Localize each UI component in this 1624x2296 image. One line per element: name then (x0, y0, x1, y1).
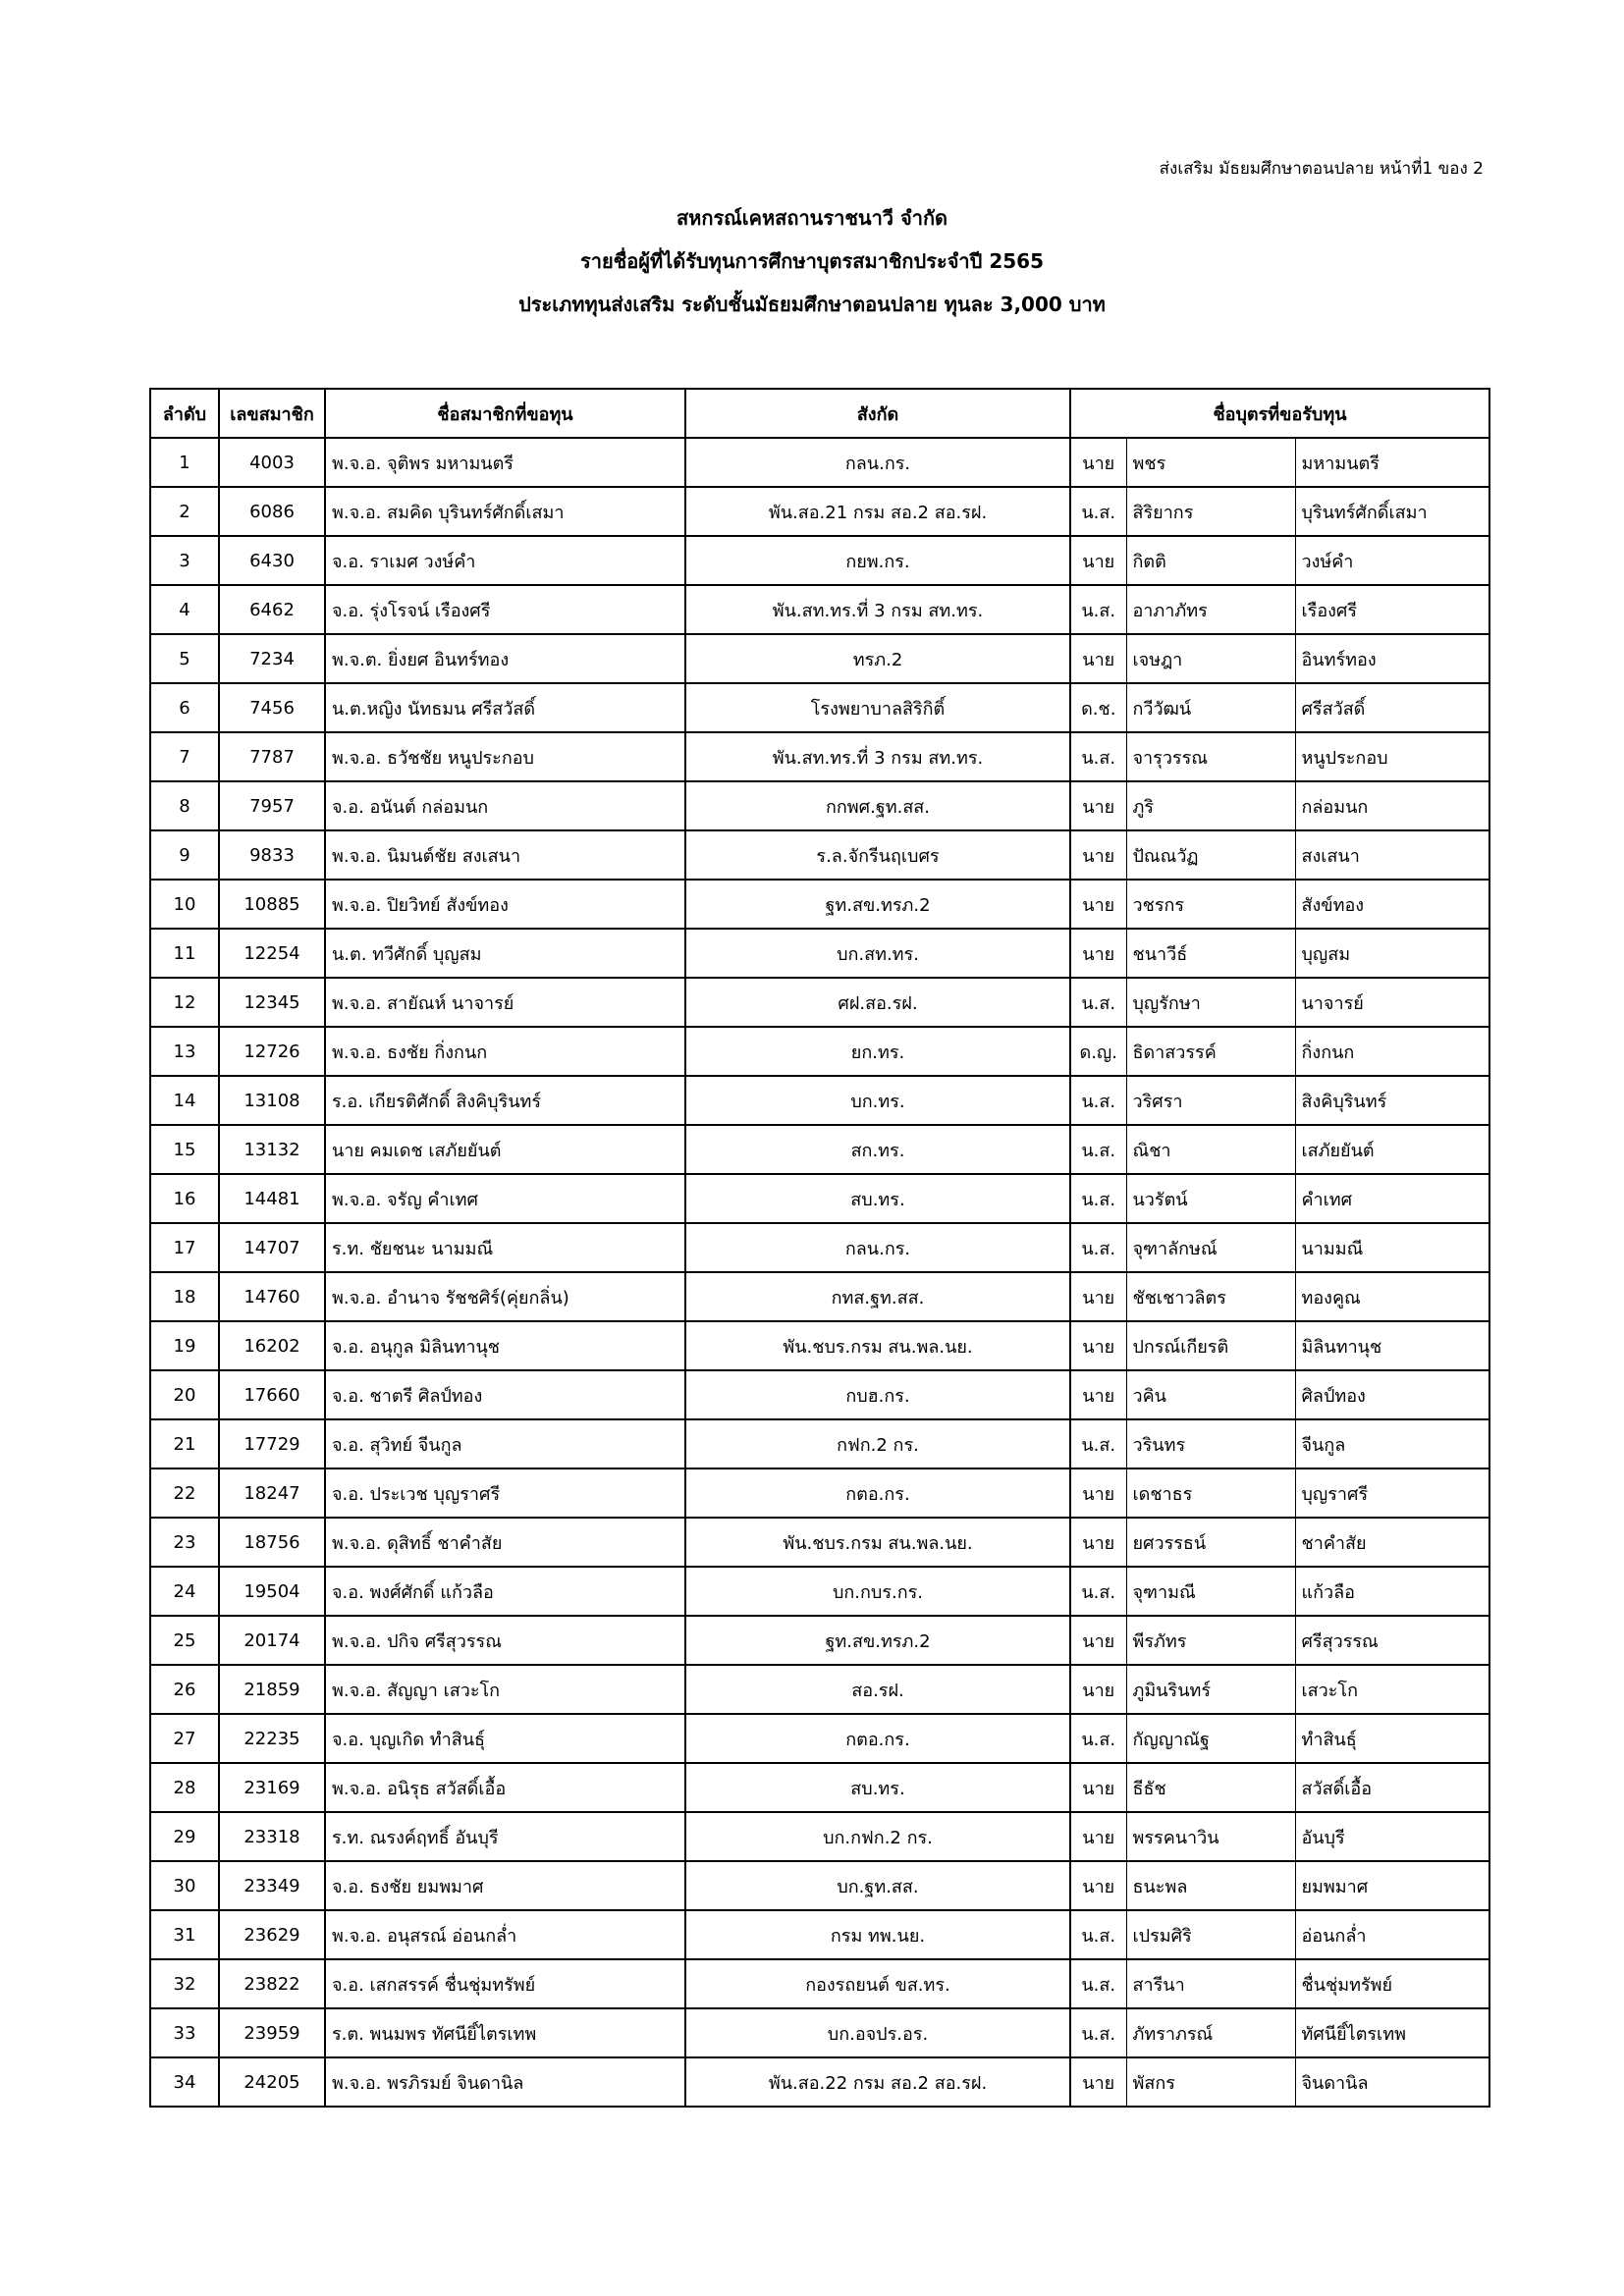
member-id: 22235 (219, 1714, 325, 1763)
member-name: พ.จ.อ. สายัณห์ นาจารย์ (325, 978, 685, 1027)
unit: บก.ทร. (685, 1076, 1070, 1125)
child-title: นาย (1070, 880, 1126, 929)
member-id: 14760 (219, 1272, 325, 1321)
child-title: น.ส. (1070, 1910, 1126, 1959)
table-row (150, 2057, 1489, 2107)
member-id: 20174 (219, 1616, 325, 1665)
table-row (150, 1616, 1489, 1665)
member-name: นาย คมเดช เสภัยยันต์ (325, 1125, 685, 1174)
member-name: จ.อ. เสกสรรค์ ชื่นชุ่มทรัพย์ (325, 1959, 685, 2008)
child-title: น.ส. (1070, 1567, 1126, 1616)
member-id: 6086 (219, 487, 325, 536)
child-last-name: บุญสม (1295, 929, 1489, 978)
member-name: ร.ต. พนมพร ทัศนียิ์ไตรเทพ (325, 2008, 685, 2057)
member-name: พ.จ.อ. อนุสรณ์ อ่อนกล่ำ (325, 1910, 685, 1959)
member-name: พ.จ.อ. ปกิจ ศรีสุวรรณ (325, 1616, 685, 1665)
document-headings (0, 196, 1624, 326)
row-number: 16 (150, 1174, 219, 1223)
child-title: น.ส. (1070, 1419, 1126, 1468)
table-row (150, 1763, 1489, 1812)
row-number: 22 (150, 1468, 219, 1518)
child-last-name: ศรีสุวรรณ (1295, 1616, 1489, 1665)
child-last-name: ทำสินธุ์ (1295, 1714, 1489, 1763)
table-row (150, 732, 1489, 781)
child-first-name: ยศวรรธน์ (1126, 1518, 1295, 1567)
child-last-name: สิงคิบุรินทร์ (1295, 1076, 1489, 1125)
child-last-name: กิ่งกนก (1295, 1027, 1489, 1076)
child-last-name: ยมพมาศ (1295, 1861, 1489, 1910)
child-first-name: ชนาวีธ์ (1126, 929, 1295, 978)
child-last-name: ชาคำสัย (1295, 1518, 1489, 1567)
member-id: 14481 (219, 1174, 325, 1223)
member-id: 18247 (219, 1468, 325, 1518)
member-name: พ.จ.อ. สมคิด บุรินทร์ศักดิ์เสมา (325, 487, 685, 536)
header-unit: สังกัด (685, 389, 1070, 438)
child-first-name: อาภาภัทร (1126, 585, 1295, 634)
child-last-name: แก้วลือ (1295, 1567, 1489, 1616)
header-no: ลำดับ (150, 389, 219, 438)
unit: พัน.ชบร.กรม สน.พล.นย. (685, 1321, 1070, 1370)
child-title: นาย (1070, 1763, 1126, 1812)
member-name: ร.ท. ณรงค์ฤทธิ์ อันบุรี (325, 1812, 685, 1861)
child-title: นาย (1070, 929, 1126, 978)
table-row (150, 487, 1489, 536)
member-id: 17729 (219, 1419, 325, 1468)
child-title: น.ส. (1070, 487, 1126, 536)
child-last-name: คำเทศ (1295, 1174, 1489, 1223)
table-row (150, 1272, 1489, 1321)
child-last-name: สังข์ทอง (1295, 880, 1489, 929)
member-id: 6430 (219, 536, 325, 585)
child-first-name: พรรคนาวิน (1126, 1812, 1295, 1861)
unit: ศฝ.สอ.รฝ. (685, 978, 1070, 1027)
member-id: 7456 (219, 683, 325, 732)
child-title: นาย (1070, 1665, 1126, 1714)
child-first-name: ธีธัช (1126, 1763, 1295, 1812)
member-name: น.ต.หญิง นัทธมน ศรีสวัสดิ์ (325, 683, 685, 732)
unit: สบ.ทร. (685, 1763, 1070, 1812)
member-name: พ.จ.อ. อำนาจ รัชชศิร์(คุ่ยกลิ่น) (325, 1272, 685, 1321)
child-last-name: นาจารย์ (1295, 978, 1489, 1027)
member-id: 10885 (219, 880, 325, 929)
member-id: 23822 (219, 1959, 325, 2008)
unit: กทส.ฐท.สส. (685, 1272, 1070, 1321)
member-id: 4003 (219, 438, 325, 487)
row-number: 7 (150, 732, 219, 781)
child-last-name: บุญราศรี (1295, 1468, 1489, 1518)
row-number: 11 (150, 929, 219, 978)
row-number: 3 (150, 536, 219, 585)
member-name: จ.อ. บุญเกิด ทำสินธุ์ (325, 1714, 685, 1763)
row-number: 28 (150, 1763, 219, 1812)
row-number: 6 (150, 683, 219, 732)
child-first-name: จุฑามณี (1126, 1567, 1295, 1616)
member-id: 12726 (219, 1027, 325, 1076)
row-number: 10 (150, 880, 219, 929)
member-id: 6462 (219, 585, 325, 634)
child-first-name: วคิน (1126, 1370, 1295, 1419)
member-name: พ.จ.อ. จุติพร มหามนตรี (325, 438, 685, 487)
unit: ร.ล.จักรีนฤเบศร (685, 830, 1070, 880)
scholarship-table (149, 388, 1490, 2108)
child-last-name: หนูประกอบ (1295, 732, 1489, 781)
child-title: นาย (1070, 438, 1126, 487)
unit: กฟก.2 กร. (685, 1419, 1070, 1468)
child-title: นาย (1070, 1812, 1126, 1861)
unit: กลน.กร. (685, 1223, 1070, 1272)
unit: สอ.รฝ. (685, 1665, 1070, 1714)
unit: กองรถยนต์ ขส.ทร. (685, 1959, 1070, 2008)
member-name: จ.อ. ราเมศ วงษ์คำ (325, 536, 685, 585)
row-number: 32 (150, 1959, 219, 2008)
child-title: นาย (1070, 1518, 1126, 1567)
table-row (150, 1959, 1489, 2008)
child-first-name: พีรภัทร (1126, 1616, 1295, 1665)
unit: พัน.สอ.21 กรม สอ.2 สอ.รฝ. (685, 487, 1070, 536)
unit: บก.กฟก.2 กร. (685, 1812, 1070, 1861)
row-number: 33 (150, 2008, 219, 2057)
table-row (150, 536, 1489, 585)
table-row (150, 1174, 1489, 1223)
member-name: จ.อ. อนันต์ กล่อมนก (325, 781, 685, 830)
table-header-row (150, 389, 1489, 438)
child-last-name: เสภัยยันต์ (1295, 1125, 1489, 1174)
row-number: 17 (150, 1223, 219, 1272)
child-first-name: ธนะพล (1126, 1861, 1295, 1910)
row-number: 12 (150, 978, 219, 1027)
child-last-name: อ่อนกล่ำ (1295, 1910, 1489, 1959)
child-first-name: ณิชา (1126, 1125, 1295, 1174)
child-title: น.ส. (1070, 1125, 1126, 1174)
child-first-name: นวรัตน์ (1126, 1174, 1295, 1223)
member-name: พ.จ.ต. ยิ่งยศ อินทร์ทอง (325, 634, 685, 683)
row-number: 15 (150, 1125, 219, 1174)
document-subtitle: ประเภททุนส่งเสริม ระดับชั้นมัธยมศึกษาตอนปลาย ทุนละ 3,000 บาท (518, 293, 1106, 316)
row-number: 1 (150, 438, 219, 487)
child-first-name: พชร (1126, 438, 1295, 487)
table-row (150, 585, 1489, 634)
row-number: 20 (150, 1370, 219, 1419)
row-number: 21 (150, 1419, 219, 1468)
table-row (150, 683, 1489, 732)
child-last-name: ชื่นชุ่มทรัพย์ (1295, 1959, 1489, 2008)
child-title: น.ส. (1070, 1174, 1126, 1223)
row-number: 13 (150, 1027, 219, 1076)
row-number: 9 (150, 830, 219, 880)
child-first-name: เดชาธร (1126, 1468, 1295, 1518)
member-name: จ.อ. ธงชัย ยมพมาศ (325, 1861, 685, 1910)
member-name: พ.จ.อ. ธวัชชัย หนูประกอบ (325, 732, 685, 781)
unit: ยก.ทร. (685, 1027, 1070, 1076)
child-title: น.ส. (1070, 1076, 1126, 1125)
child-last-name: นามมณี (1295, 1223, 1489, 1272)
child-last-name: สวัสดิ์เอื้อ (1295, 1763, 1489, 1812)
child-title: น.ส. (1070, 1959, 1126, 2008)
unit: กลน.กร. (685, 438, 1070, 487)
member-id: 23629 (219, 1910, 325, 1959)
unit: บก.ฐท.สส. (685, 1861, 1070, 1910)
row-number: 5 (150, 634, 219, 683)
member-id: 7787 (219, 732, 325, 781)
table-row (150, 1861, 1489, 1910)
child-title: น.ส. (1070, 1223, 1126, 1272)
table-row (150, 1419, 1489, 1468)
child-first-name: จุฑาลักษณ์ (1126, 1223, 1295, 1272)
member-id: 7957 (219, 781, 325, 830)
unit: กบฮ.กร. (685, 1370, 1070, 1419)
table-row (150, 2008, 1489, 2057)
table-row (150, 781, 1489, 830)
member-name: จ.อ. รุ่งโรจน์ เรืองศรี (325, 585, 685, 634)
table-row (150, 634, 1489, 683)
child-title: นาย (1070, 1321, 1126, 1370)
row-number: 31 (150, 1910, 219, 1959)
member-id: 13108 (219, 1076, 325, 1125)
member-name: พ.จ.อ. พรภิรมย์ จินดานิล (325, 2057, 685, 2107)
child-title: นาย (1070, 1370, 1126, 1419)
unit: พัน.ชบร.กรม สน.พล.นย. (685, 1518, 1070, 1567)
unit: กตอ.กร. (685, 1714, 1070, 1763)
table-row (150, 1223, 1489, 1272)
child-last-name: มิลินทานุช (1295, 1321, 1489, 1370)
unit: ทรภ.2 (685, 634, 1070, 683)
member-name: พ.จ.อ. อนิรุธ สวัสดิ์เอื้อ (325, 1763, 685, 1812)
child-title: นาย (1070, 1861, 1126, 1910)
member-name: จ.อ. พงศ์ศักดิ์ แก้วลือ (325, 1567, 685, 1616)
child-first-name: ปัณณวัฏ (1126, 830, 1295, 880)
child-first-name: ธิดาสวรรค์ (1126, 1027, 1295, 1076)
member-id: 21859 (219, 1665, 325, 1714)
child-last-name: บุรินทร์ศักดิ์เสมา (1295, 487, 1489, 536)
table-row (150, 1665, 1489, 1714)
member-name: พ.จ.อ. นิมนต์ชัย สงเสนา (325, 830, 685, 880)
child-first-name: สารีนา (1126, 1959, 1295, 2008)
row-number: 25 (150, 1616, 219, 1665)
table-body (150, 438, 1489, 2107)
unit: กตอ.กร. (685, 1468, 1070, 1518)
child-title: น.ส. (1070, 732, 1126, 781)
child-last-name: อินทร์ทอง (1295, 634, 1489, 683)
unit: พัน.สอ.22 กรม สอ.2 สอ.รฝ. (685, 2057, 1070, 2107)
unit: พัน.สท.ทร.ที่ 3 กรม สท.ทร. (685, 585, 1070, 634)
row-number: 27 (150, 1714, 219, 1763)
header-member-name: ชื่อสมาชิกที่ขอทุน (325, 389, 685, 438)
child-first-name: กิตติ (1126, 536, 1295, 585)
table-row (150, 978, 1489, 1027)
member-name: น.ต. ทวีศักดิ์ บุญสม (325, 929, 685, 978)
child-last-name: ทัศนียิ์ไตรเทพ (1295, 2008, 1489, 2057)
member-id: 23349 (219, 1861, 325, 1910)
unit: สก.ทร. (685, 1125, 1070, 1174)
child-title: น.ส. (1070, 585, 1126, 634)
row-number: 18 (150, 1272, 219, 1321)
table-row (150, 1714, 1489, 1763)
unit: พัน.สท.ทร.ที่ 3 กรม สท.ทร. (685, 732, 1070, 781)
child-first-name: วชรกร (1126, 880, 1295, 929)
unit: กกพศ.ฐท.สส. (685, 781, 1070, 830)
member-id: 19504 (219, 1567, 325, 1616)
member-id: 24205 (219, 2057, 325, 2107)
row-number: 19 (150, 1321, 219, 1370)
child-first-name: วรินทร (1126, 1419, 1295, 1468)
header-member-id: เลขสมาชิก (219, 389, 325, 438)
table-row (150, 880, 1489, 929)
member-name: จ.อ. ชาตรี ศิลป์ทอง (325, 1370, 685, 1419)
unit: สบ.ทร. (685, 1174, 1070, 1223)
child-title: นาย (1070, 1468, 1126, 1518)
child-first-name: ภัทราภรณ์ (1126, 2008, 1295, 2057)
member-id: 17660 (219, 1370, 325, 1419)
member-name: พ.จ.อ. สัญญา เสวะโก (325, 1665, 685, 1714)
table-row (150, 1370, 1489, 1419)
child-title: ด.ช. (1070, 683, 1126, 732)
row-number: 34 (150, 2057, 219, 2107)
child-last-name: อันบุรี (1295, 1812, 1489, 1861)
child-first-name: วริศรา (1126, 1076, 1295, 1125)
table-row (150, 1518, 1489, 1567)
row-number: 8 (150, 781, 219, 830)
child-last-name: ศรีสวัสดิ์ (1295, 683, 1489, 732)
member-id: 12345 (219, 978, 325, 1027)
member-name: ร.อ. เกียรติศักดิ์ สิงคิบุรินทร์ (325, 1076, 685, 1125)
child-first-name: พัสกร (1126, 2057, 1295, 2107)
member-id: 23318 (219, 1812, 325, 1861)
child-first-name: ภูริ (1126, 781, 1295, 830)
child-title: นาย (1070, 1272, 1126, 1321)
member-id: 13132 (219, 1125, 325, 1174)
child-title: น.ส. (1070, 978, 1126, 1027)
table-row (150, 438, 1489, 487)
child-last-name: จีนกูล (1295, 1419, 1489, 1468)
child-last-name: เรืองศรี (1295, 585, 1489, 634)
child-title: นาย (1070, 1616, 1126, 1665)
table-row (150, 1125, 1489, 1174)
row-number: 29 (150, 1812, 219, 1861)
child-title: น.ส. (1070, 1714, 1126, 1763)
child-first-name: สิริยากร (1126, 487, 1295, 536)
child-last-name: สงเสนา (1295, 830, 1489, 880)
member-name: พ.จ.อ. ปิยวิทย์ สังข์ทอง (325, 880, 685, 929)
table-row (150, 1567, 1489, 1616)
unit: บก.กบร.กร. (685, 1567, 1070, 1616)
table-row (150, 1910, 1489, 1959)
member-id: 16202 (219, 1321, 325, 1370)
member-id: 23169 (219, 1763, 325, 1812)
child-title: นาย (1070, 830, 1126, 880)
table-row (150, 1027, 1489, 1076)
child-last-name: กล่อมนก (1295, 781, 1489, 830)
table-row (150, 1468, 1489, 1518)
child-title: นาย (1070, 2057, 1126, 2107)
table-row (150, 1321, 1489, 1370)
row-number: 23 (150, 1518, 219, 1567)
child-title: นาย (1070, 536, 1126, 585)
child-title: น.ส. (1070, 2008, 1126, 2057)
member-id: 18756 (219, 1518, 325, 1567)
member-id: 9833 (219, 830, 325, 880)
child-first-name: ชัชเชาวลิตร (1126, 1272, 1295, 1321)
child-last-name: จินดานิล (1295, 2057, 1489, 2107)
unit: กยพ.กร. (685, 536, 1070, 585)
table-row (150, 1812, 1489, 1861)
organization-name: สหกรณ์เคหสถานราชนาวี จำกัด (676, 206, 948, 230)
member-name: ร.ท. ชัยชนะ นามมณี (325, 1223, 685, 1272)
table-row (150, 830, 1489, 880)
row-number: 14 (150, 1076, 219, 1125)
child-first-name: ภูมินรินทร์ (1126, 1665, 1295, 1714)
row-number: 4 (150, 585, 219, 634)
member-name: พ.จ.อ. ธงชัย กิ่งกนก (325, 1027, 685, 1076)
table-row (150, 929, 1489, 978)
child-last-name: ศิลป์ทอง (1295, 1370, 1489, 1419)
child-title: ด.ญ. (1070, 1027, 1126, 1076)
child-first-name: ปกรณ์เกียรติ (1126, 1321, 1295, 1370)
child-first-name: เปรมศิริ (1126, 1910, 1295, 1959)
member-id: 23959 (219, 2008, 325, 2057)
child-first-name: กัญญาณัฐ (1126, 1714, 1295, 1763)
child-first-name: จารุวรรณ (1126, 732, 1295, 781)
unit: ฐท.สข.ทรภ.2 (685, 1616, 1070, 1665)
page-note: ส่งเสริม มัธยมศึกษาตอนปลาย หน้าที่1 ของ 2 (1159, 159, 1484, 179)
child-first-name: เจษฎา (1126, 634, 1295, 683)
member-id: 12254 (219, 929, 325, 978)
member-id: 14707 (219, 1223, 325, 1272)
child-first-name: บุญรักษา (1126, 978, 1295, 1027)
row-number: 26 (150, 1665, 219, 1714)
unit: ฐท.สข.ทรภ.2 (685, 880, 1070, 929)
row-number: 30 (150, 1861, 219, 1910)
member-name: พ.จ.อ. จรัญ คำเทศ (325, 1174, 685, 1223)
row-number: 2 (150, 487, 219, 536)
member-id: 7234 (219, 634, 325, 683)
child-last-name: เสวะโก (1295, 1665, 1489, 1714)
member-name: จ.อ. อนุกูล มิลินทานุช (325, 1321, 685, 1370)
child-last-name: มหามนตรี (1295, 438, 1489, 487)
document-title: รายชื่อผู้ที่ได้รับทุนการศึกษาบุตรสมาชิกประจำปี 2565 (579, 249, 1044, 273)
member-name: พ.จ.อ. ดุสิทธิ์ ชาคำสัย (325, 1518, 685, 1567)
unit: โรงพยาบาลสิริกิติ์ (685, 683, 1070, 732)
header-child-name: ชื่อบุตรที่ขอรับทุน (1070, 389, 1489, 438)
child-title: นาย (1070, 634, 1126, 683)
child-last-name: ทองคูณ (1295, 1272, 1489, 1321)
child-title: นาย (1070, 781, 1126, 830)
unit: บก.อจปร.อร. (685, 2008, 1070, 2057)
table-row (150, 1076, 1489, 1125)
unit: กรม ทพ.นย. (685, 1910, 1070, 1959)
member-name: จ.อ. สุวิทย์ จีนกูล (325, 1419, 685, 1468)
member-name: จ.อ. ประเวช บุญราศรี (325, 1468, 685, 1518)
row-number: 24 (150, 1567, 219, 1616)
unit: บก.สท.ทร. (685, 929, 1070, 978)
child-first-name: กวีวัฒน์ (1126, 683, 1295, 732)
child-last-name: วงษ์คำ (1295, 536, 1489, 585)
